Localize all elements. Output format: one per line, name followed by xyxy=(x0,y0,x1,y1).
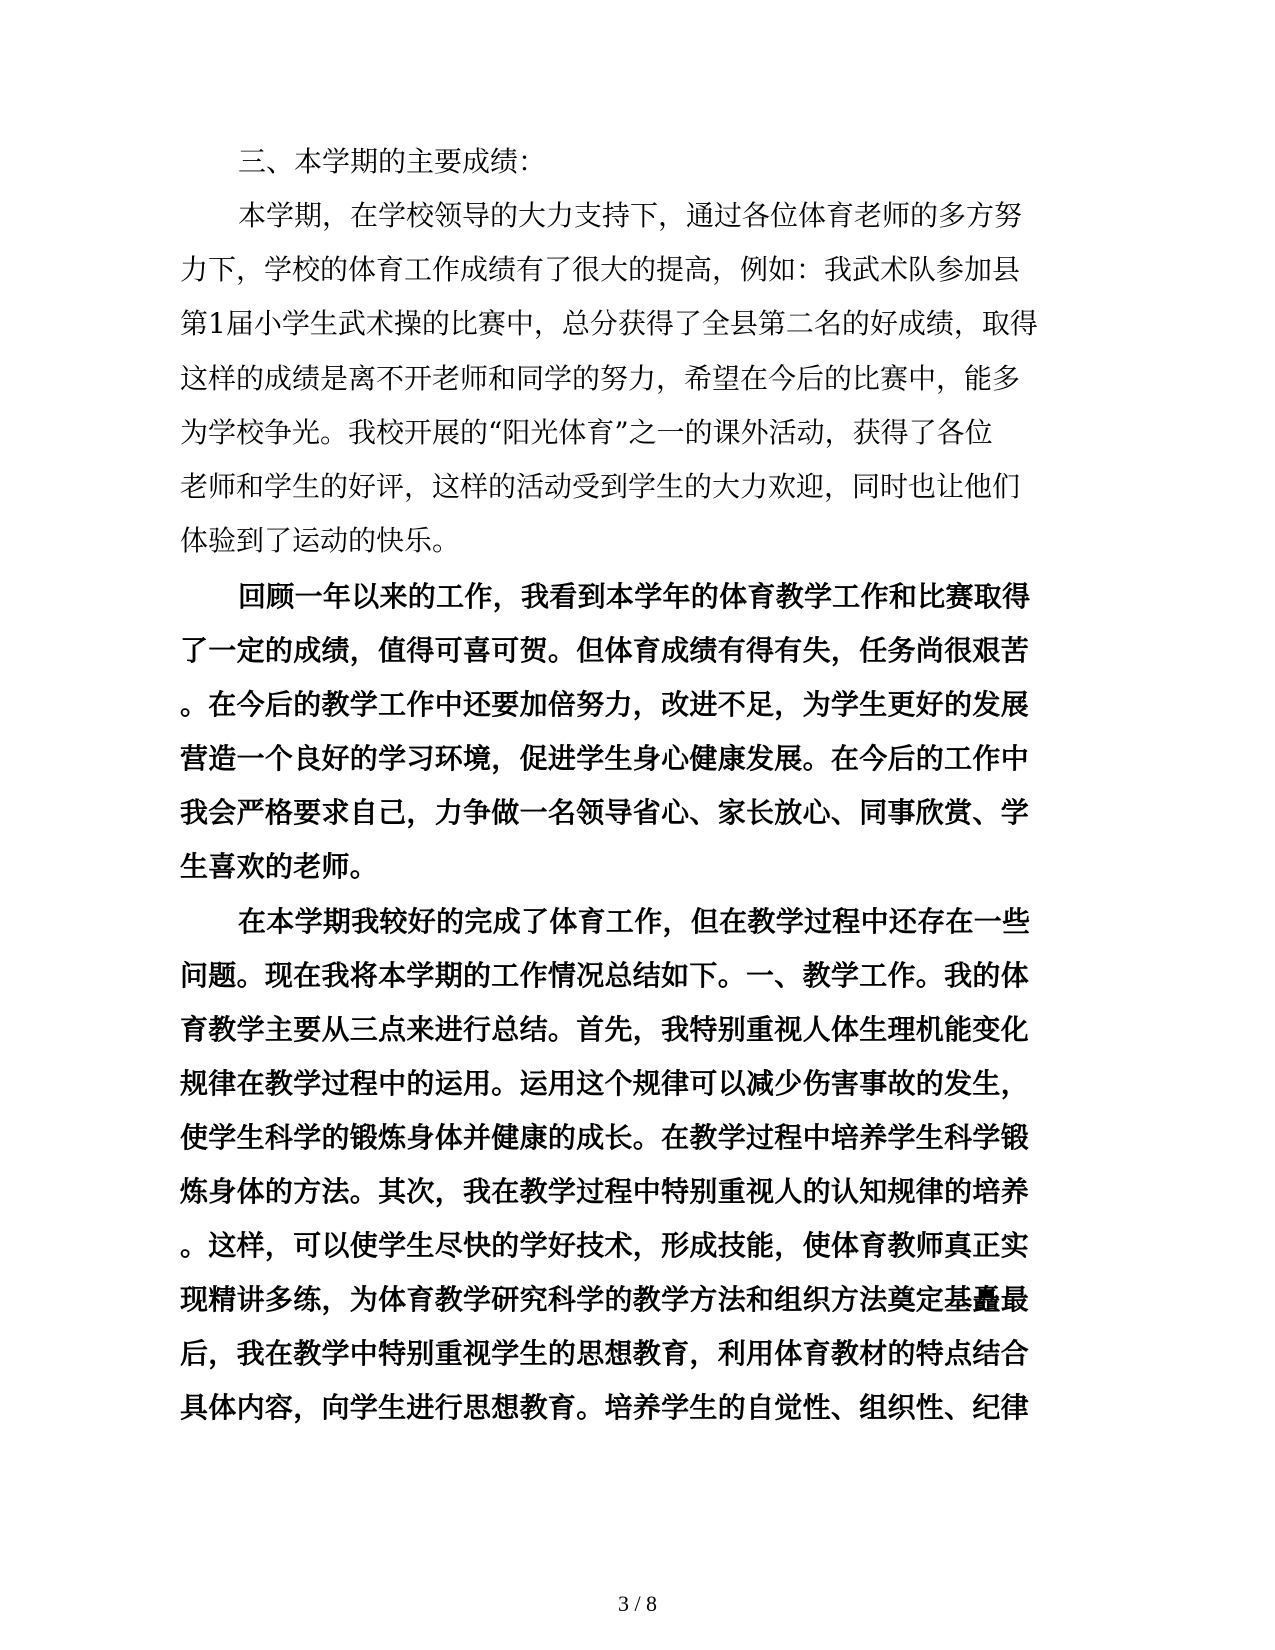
paragraph-line: 营造一个良好的学习环境，促进学生身心健康发展。在今后的工作中 xyxy=(180,742,1030,775)
page-number: 3 / 8 xyxy=(617,1591,658,1616)
paragraph-line: 为学校争光。我校开展的“阳光体育”之一的课外活动，获得了各位 xyxy=(180,416,993,449)
paragraph-line: 问题。现在我将本学期的工作情况总结如下。一、教学工作。我的体 xyxy=(180,959,1030,992)
paragraph-line: 力下，学校的体育工作成绩有了很大的提高，例如：我武术队参加县 xyxy=(180,253,1021,286)
paragraph-line: 老师和学生的好评，这样的活动受到学生的大力欢迎，同时也让他们 xyxy=(180,470,1021,503)
paragraph-line: 在本学期我较好的完成了体育工作，但在教学过程中还存在一些 xyxy=(238,905,1031,938)
paragraph-line: 后，我在教学中特别重视学生的思想教育，利用体育教材的特点结合 xyxy=(180,1337,1030,1370)
paragraph-line: 这样的成绩是离不开老师和同学的努力，希望在今后的比赛中，能多 xyxy=(180,362,1021,395)
paragraph-line: 体验到了运动的快乐。 xyxy=(180,524,461,557)
paragraph-line: 规律在教学过程中的运用。运用这个规律可以减少伤害事故的发生， xyxy=(180,1067,1030,1100)
paragraph-line: 了一定的成绩，值得可喜可贺。但体育成绩有得有失，任务尚很艰苦 xyxy=(180,634,1030,667)
paragraph-line: 回顾一年以来的工作，我看到本学年的体育教学工作和比赛取得 xyxy=(238,580,1031,613)
paragraph-line: 生喜欢的老师。 xyxy=(180,850,379,883)
paragraph-line: 第1届小学生武术操的比赛中，总分获得了全县第二名的好成绩，取得 xyxy=(180,307,1038,340)
paragraph-line: 炼身体的方法。其次，我在教学过程中特别重视人的认知规律的培养 xyxy=(180,1175,1030,1208)
paragraph-line: 育教学主要从三点来进行总结。首先，我特别重视人体生理机能变化 xyxy=(180,1013,1030,1046)
paragraph-line: 本学期，在学校领导的大力支持下，通过各位体育老师的多方努 xyxy=(238,199,1023,232)
paragraph-line: 我会严格要求自己，力争做一名领导省心、家长放心、同事欣赏、学 xyxy=(180,796,1030,829)
section-heading: 三、本学期的主要成绩： xyxy=(238,145,547,178)
paragraph-line: 具体内容，向学生进行思想教育。培养学生的自觉性、组织性、纪律 xyxy=(180,1391,1030,1424)
paragraph-line: 。这样，可以使学生尽快的学好技术，形成技能，使体育教师真正实 xyxy=(180,1229,1030,1262)
paragraph-line: 使学生科学的锻炼身体并健康的成长。在教学过程中培养学生科学锻 xyxy=(180,1121,1030,1154)
paragraph-line: 现精讲多练，为体育教学研究科学的教学方法和组织方法奠定基矗最 xyxy=(180,1283,1030,1316)
paragraph-line: 。在今后的教学工作中还要加倍努力，改进不足，为学生更好的发展 xyxy=(180,688,1030,721)
